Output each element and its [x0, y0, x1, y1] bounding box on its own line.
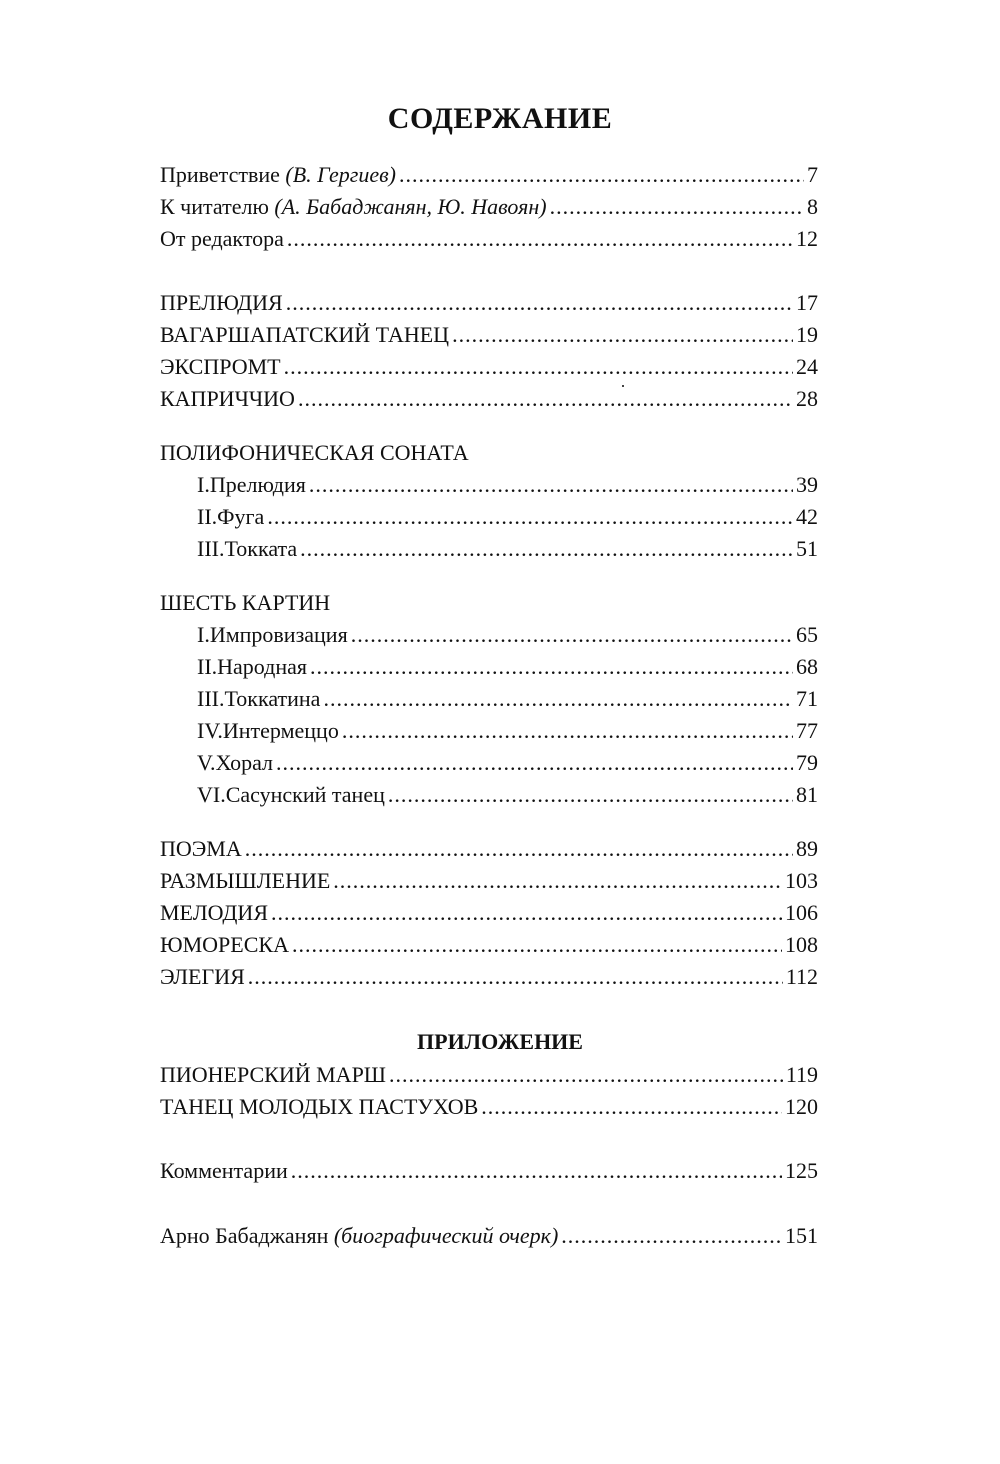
- roman-numeral: II.: [197, 654, 218, 679]
- dot-leader: [287, 223, 793, 255]
- appendix-heading: ПРИЛОЖЕНИЕ: [417, 1029, 583, 1054]
- toc-entry-capriccio[interactable]: [160, 383, 818, 415]
- entry-label: Хорал: [215, 750, 274, 775]
- roman-numeral: I.: [197, 622, 210, 647]
- entry-label: МЕЛОДИЯ: [160, 900, 268, 925]
- dot-leader: [298, 383, 793, 415]
- entry-page-number: 39: [796, 472, 818, 497]
- dot-leader: [389, 1059, 783, 1091]
- roman-numeral: III.: [197, 686, 225, 711]
- toc-entry-biography[interactable]: [160, 1220, 818, 1252]
- toc-entry-comments[interactable]: [160, 1155, 818, 1187]
- dot-leader: [399, 159, 804, 191]
- entry-label: Прелюдия: [209, 472, 306, 497]
- entry-page-number: 151: [785, 1223, 818, 1248]
- entry-page-number: 28: [796, 386, 818, 411]
- entry-label: КАПРИЧЧИО: [160, 386, 295, 411]
- entry-label: ПИОНЕРСКИЙ МАРШ: [160, 1062, 386, 1087]
- entry-page-number: 19: [796, 322, 818, 347]
- entry-page-number: 120: [785, 1094, 818, 1119]
- entry-page-number: 125: [785, 1158, 818, 1183]
- entry-page-number: 108: [785, 932, 818, 957]
- dot-leader: [276, 747, 793, 779]
- section-heading-six-pictures: ШЕСТЬ КАРТИН: [160, 590, 331, 615]
- dot-leader: [388, 779, 793, 811]
- entry-page-number: 119: [785, 1062, 818, 1087]
- entry-label: Комментарии: [160, 1158, 288, 1183]
- dot-leader: [561, 1220, 782, 1252]
- dot-leader: [284, 351, 793, 383]
- roman-numeral: III.: [197, 536, 225, 561]
- toc-entry-humoresque[interactable]: [160, 929, 818, 961]
- page-title: СОДЕРЖАНИЕ: [387, 102, 613, 135]
- dot-leader: [245, 833, 793, 865]
- dot-leader: [351, 619, 793, 651]
- entry-label: Фуга: [217, 504, 265, 529]
- entry-label: Токкатина: [224, 686, 321, 711]
- entry-label: ЭКСПРОМТ: [160, 354, 281, 379]
- entry-label: Интермеццо: [222, 718, 339, 743]
- toc-entry-sonata-2[interactable]: [197, 501, 818, 533]
- entry-label: Токката: [224, 536, 298, 561]
- roman-numeral: II.: [197, 504, 218, 529]
- dot-leader: [309, 469, 793, 501]
- dot-leader: [300, 533, 793, 565]
- dot-leader: [333, 865, 782, 897]
- toc-entry-pioneer-march[interactable]: [160, 1059, 818, 1091]
- toc-entry-prelude[interactable]: [160, 287, 818, 319]
- entry-label: ПОЭМА: [160, 836, 242, 861]
- entry-label: ТАНЕЦ МОЛОДЫХ ПАСТУХОВ: [160, 1094, 479, 1119]
- toc-entry-to-reader[interactable]: [160, 191, 818, 223]
- entry-page-number: 79: [796, 750, 818, 775]
- entry-page-number: 71: [796, 686, 818, 711]
- entry-label: Приветствие: [160, 162, 280, 187]
- entry-page-number: 89: [796, 836, 818, 861]
- toc-entry-from-editor[interactable]: [160, 223, 818, 255]
- entry-label: ВАГАРШАПАТСКИЙ ТАНЕЦ: [160, 322, 450, 347]
- entry-author: (А. Бабаджанян, Ю. Навоян): [274, 194, 547, 219]
- entry-page-number: 51: [796, 536, 818, 561]
- toc-entry-shepherds-dance[interactable]: [160, 1091, 818, 1123]
- dot-leader: [291, 1155, 782, 1187]
- entry-page-number: 24: [796, 354, 818, 379]
- entry-page-number: 81: [796, 782, 818, 807]
- toc-entry-reflection[interactable]: [160, 865, 818, 897]
- toc-entry-pictures-2[interactable]: [197, 651, 818, 683]
- dot-leader: [286, 287, 793, 319]
- dot-leader: [267, 501, 793, 533]
- roman-numeral: IV.: [197, 718, 223, 743]
- entry-label: ПРЕЛЮДИЯ: [160, 290, 283, 315]
- entry-page-number: 65: [796, 622, 818, 647]
- roman-numeral: V.: [197, 750, 216, 775]
- entry-page-number: 7: [807, 162, 818, 187]
- toc-entry-sonata-3[interactable]: [197, 533, 818, 565]
- entry-page-number: 8: [807, 194, 818, 219]
- dot-leader: [310, 651, 793, 683]
- roman-numeral: VI.: [197, 782, 226, 807]
- entry-page-number: 77: [796, 718, 818, 743]
- toc-entry-sonata-1[interactable]: [197, 469, 818, 501]
- toc-entry-greeting[interactable]: [160, 159, 818, 191]
- entry-page-number: 17: [796, 290, 818, 315]
- section-heading-sonata: ПОЛИФОНИЧЕСКАЯ СОНАТА: [160, 440, 469, 465]
- toc-entry-pictures-3[interactable]: [197, 683, 818, 715]
- entry-page-number: 12: [796, 226, 818, 251]
- entry-label: РАЗМЫШЛЕНИЕ: [160, 868, 331, 893]
- entry-label: ЭЛЕГИЯ: [160, 964, 245, 989]
- dot-leader: [342, 715, 793, 747]
- entry-page-number: 112: [785, 964, 818, 989]
- dot-leader: [323, 683, 793, 715]
- toc-entry-pictures-6[interactable]: [197, 779, 818, 811]
- entry-label: Арно Бабаджанян: [160, 1223, 329, 1248]
- dot-leader: [292, 929, 782, 961]
- entry-author: (В. Гергиев): [285, 162, 396, 187]
- entry-label: От редактора: [160, 226, 284, 251]
- toc-entry-vagharshapat-dance[interactable]: [160, 319, 818, 351]
- toc-entry-elegy[interactable]: [160, 961, 818, 993]
- dot-leader: [248, 961, 783, 993]
- dot-leader: [271, 897, 782, 929]
- dot-leader: [452, 319, 793, 351]
- entry-page-number: 42: [796, 504, 818, 529]
- entry-page-number: 103: [785, 868, 818, 893]
- print-speck: [622, 385, 624, 387]
- dot-leader: [481, 1091, 782, 1123]
- dot-leader: [550, 191, 804, 223]
- toc-entry-pictures-5[interactable]: [197, 747, 818, 779]
- toc-entry-pictures-1[interactable]: [197, 619, 818, 651]
- entry-label: Импровизация: [209, 622, 348, 647]
- toc-entry-pictures-4[interactable]: [197, 715, 818, 747]
- entry-note: (биографический очерк): [333, 1223, 559, 1248]
- entry-label: Народная: [217, 654, 308, 679]
- toc-entry-melody[interactable]: [160, 897, 818, 929]
- entry-label: Сасунский танец: [225, 782, 385, 807]
- roman-numeral: I.: [197, 472, 210, 497]
- toc-entry-poem[interactable]: [160, 833, 818, 865]
- entry-label: ЮМОРЕСКА: [160, 932, 289, 957]
- entry-page-number: 68: [796, 654, 818, 679]
- entry-page-number: 106: [785, 900, 818, 925]
- entry-label: К читателю: [160, 194, 269, 219]
- toc-entry-impromptu[interactable]: [160, 351, 818, 383]
